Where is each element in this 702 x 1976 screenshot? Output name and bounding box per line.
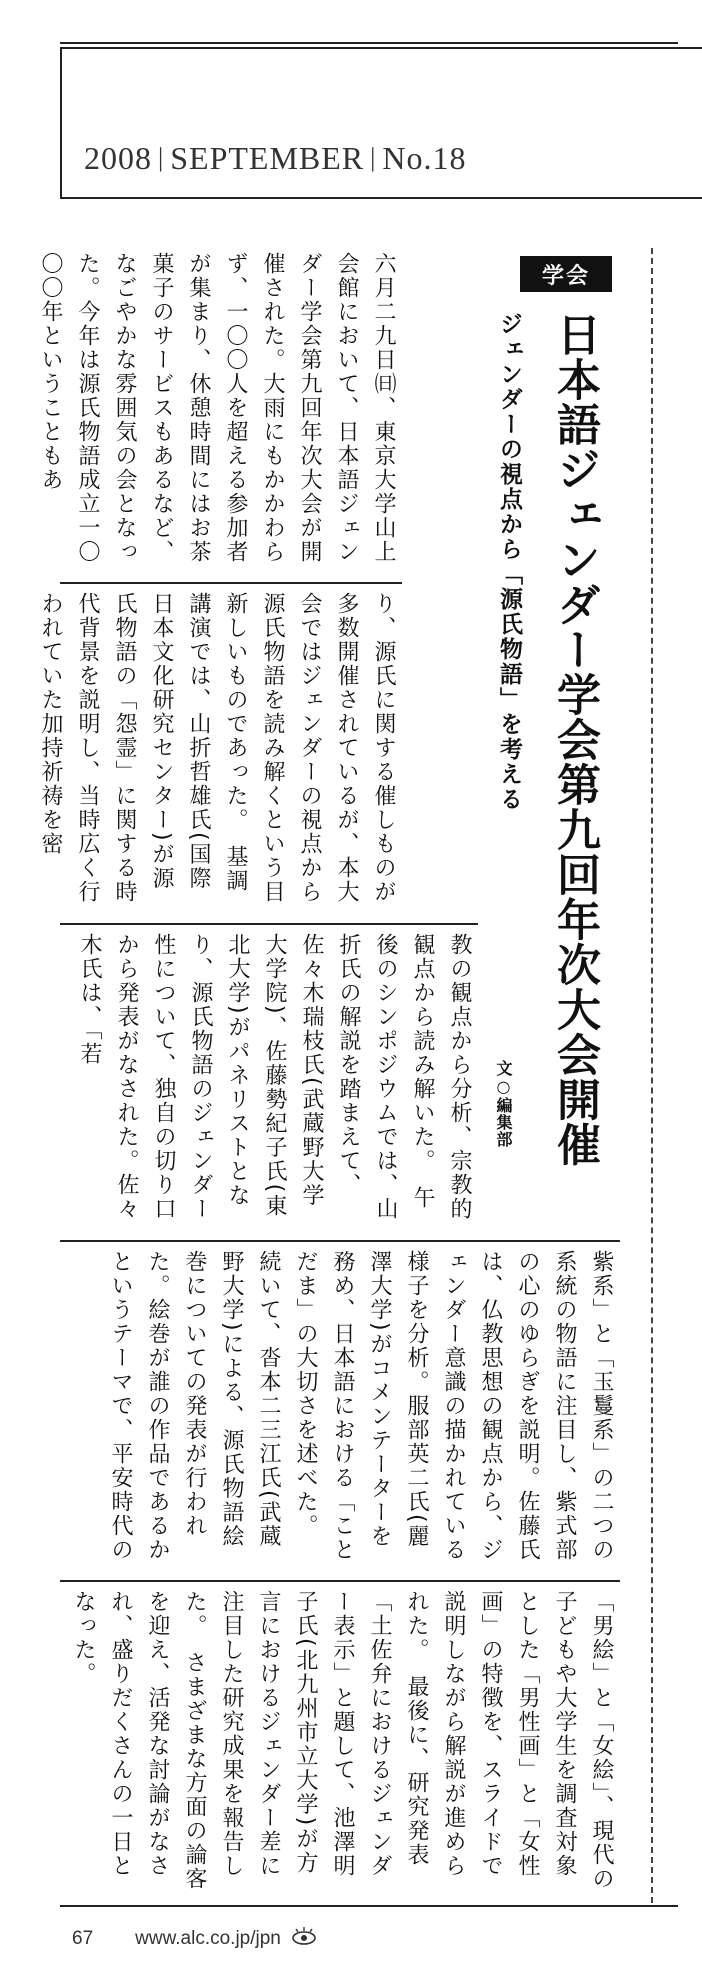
body-text-tier2-block2: 「男絵」と「女絵」、現代の子どもや大学生を調査対象とした「男性画」と「女性画」の特徴を、スライドで説明しながら解説が進められた。 最後に、研究発表「土佐弁におけるジェンダー表示」と題して、池澤明子氏(北九州市立大学)が方言におけるジェンダー差に注目した研究成果を報告した。 さまざまな方面の論客を迎え、活発な討論がなされ、盛りだくさんの一日となった。 bbox=[71, 1590, 614, 1891]
body-text-tier1-block3: 教の観点から分析、宗教的観点から読み解いた。 午後のシンポジウムでは、山折氏の解説を踏まえて、佐々木瑞枝氏(武蔵野大学大学院)、佐藤勢紀子氏(東北大学)がパネリストとなり、源氏物語のジェンダー性について、独自の切り口から発表がなされた。佐々木氏は、「若 bbox=[77, 933, 472, 1221]
separator-bar: | bbox=[370, 143, 377, 172]
tier-rule bbox=[60, 1240, 620, 1242]
article-subtitle: ジェンダーの視点から「源氏物語」を考える bbox=[496, 312, 522, 812]
footer bbox=[72, 1926, 319, 1952]
tier-rule bbox=[60, 582, 402, 584]
body-text-tier2-block1: 紫系」と「玉鬘系」の二つの系統の物語に注目し、紫式部の心のゆらぎを説明。佐藤氏は、仏教思想の観点から、ジェンダー意識の描かれている様子を分析。服部英二氏(麗澤大学)がコメンテーターを務め、日本語における「ことだま」の大切さを述べた。 続いて、沓本二三江氏(武蔵野大学)による、源氏物語絵巻についての発表が行われた。絵巻が誰の作品であるかというテーマで、平安時代の bbox=[108, 1250, 614, 1562]
byline: 文○編集部 bbox=[494, 1060, 513, 1148]
body-text-tier1-block2: り、源氏に関する催しものが多数開催されているが、本大会ではジェンダーの視点から源氏物語を読み解くという目新しいものであった。 基調講演では、山折哲雄氏(国際日本文化研究センター)が源氏物語の「怨霊」に関する時代背景を説明し、当時広く行われていた加持祈祷を密 bbox=[38, 592, 396, 904]
tier-rule bbox=[60, 923, 478, 925]
footer-url[interactable]: www.alc.co.jp/jpn bbox=[135, 1928, 281, 1950]
tier-rule bbox=[60, 1580, 620, 1582]
issue-number: No.18 bbox=[382, 140, 467, 176]
eye-logo-icon bbox=[289, 1926, 319, 1952]
issue-month: SEPTEMBER bbox=[170, 140, 365, 176]
issue-year: 2008 bbox=[84, 140, 152, 176]
article-title: 日本語ジェンダー学会第九回年次大会開催 bbox=[549, 312, 600, 1167]
issue-line bbox=[84, 140, 466, 177]
category-tag: 学会 bbox=[520, 256, 612, 292]
column-divider-dashed bbox=[651, 248, 653, 1903]
separator-bar: | bbox=[158, 143, 165, 172]
header-top-rule bbox=[60, 42, 678, 44]
page-number: 67 bbox=[72, 1928, 94, 1950]
body-text-tier1-block1: 六月二九日㈰、東京大学山上会館において、日本語ジェンダー学会第九回年次大会が開催された。大雨にもかかわらず、一〇〇人を超える参加者が集まり、休憩時間にはお茶菓子のサービスもあるなど、なごやかな雰囲気の会となった。今年は源氏物語成立一〇〇〇年ということもあ bbox=[38, 252, 396, 564]
footer-rule bbox=[60, 1905, 678, 1907]
